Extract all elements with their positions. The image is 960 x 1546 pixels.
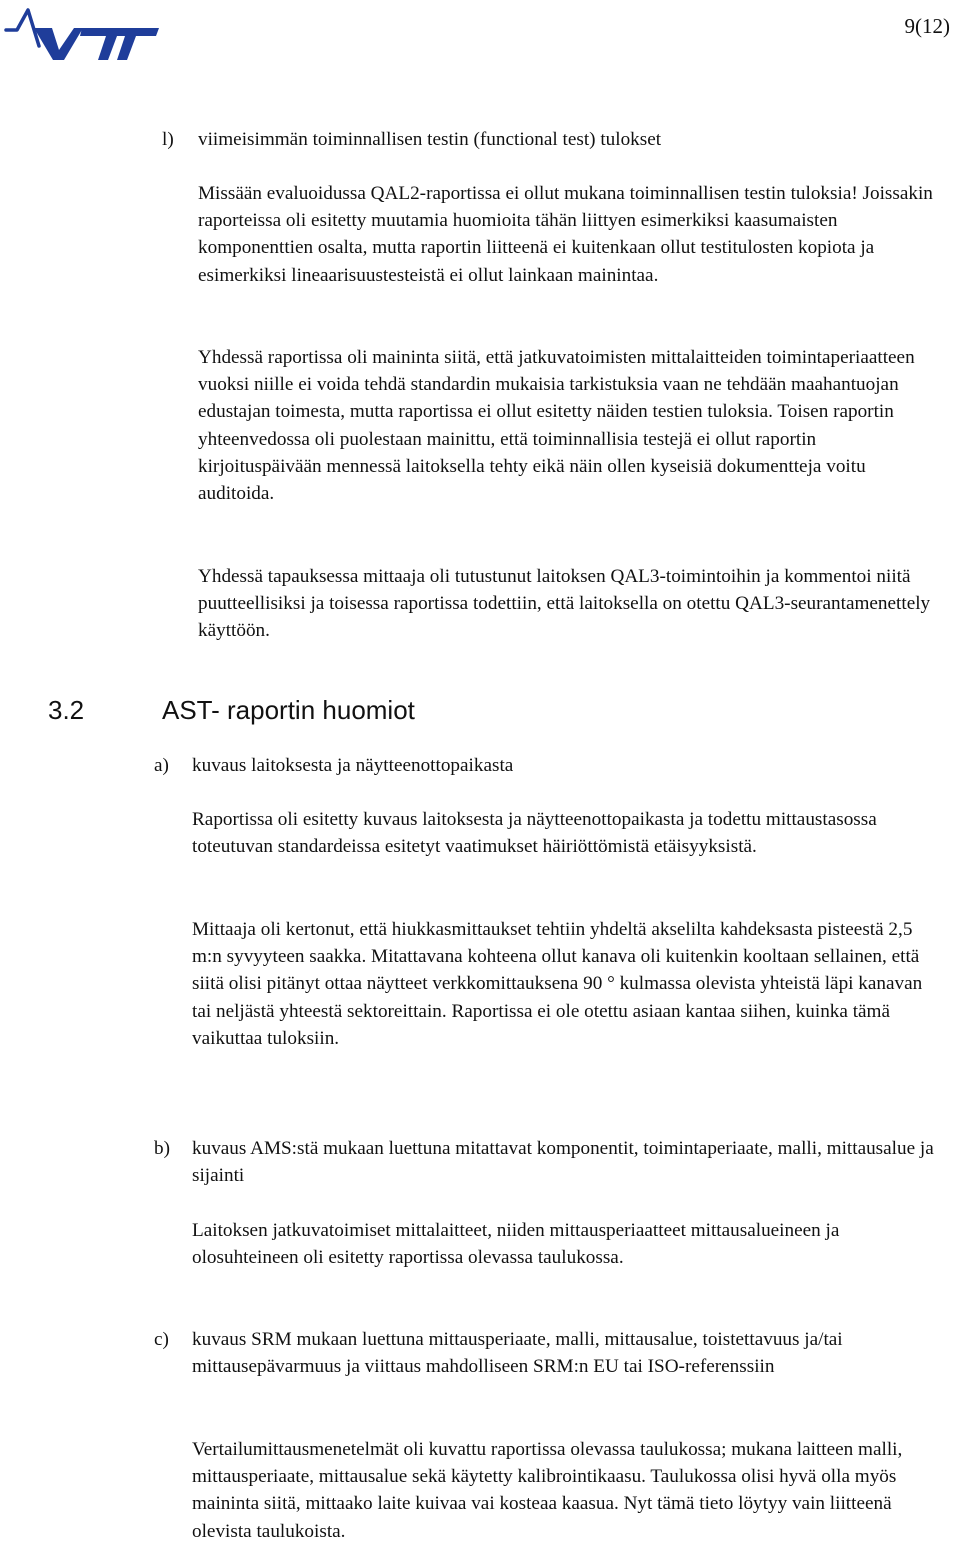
item-c-letter: c) [154, 1329, 169, 1350]
item-l-paragraph-2: Yhdessä raportissa oli maininta siitä, että jatkuvatoimisten mittalaitteiden toimintaperiaatteen vuoksi niille ei voida tehdä standardin mukaisia tarkistuksia vaan ne tehdään maahantuojan edustajan toimesta, mutta raportissa ei ollut esitetty näiden testien tuloksia. Toisen raportin yhteenvedossa oli puolestaan mainittu, että toiminnallisia testejä ei ollut raportin kirjoituspäivään mennessä laitoksella tehty eikä näin ollen kyseisiä dokumentteja voitu auditoida. [198, 347, 915, 505]
item-b-title: kuvaus AMS:stä mukaan luettuna mitattavat komponentit, toimintaperiaate, malli, mittausalue ja sijainti [192, 1138, 934, 1187]
item-b-letter: b) [154, 1138, 170, 1159]
section-number: 3.2 [48, 695, 85, 725]
item-l-paragraph-3: Yhdessä tapauksessa mittaaja oli tutustunut laitoksen QAL3-toimintoihin ja kommentoi niitä puutteellisiksi ja toisessa raportissa todettiin, että laitoksella on otettu QAL3-seurantamenettely käyttöön. [198, 566, 931, 642]
item-a-paragraph-1: Raportissa oli esitetty kuvaus laitoksesta ja näytteenottopaikasta ja todettu mittaustasossa toteutuvan standardeissa esitetyt vaatimukset häiriöttömistä etäisyyksistä. [192, 809, 877, 858]
item-a-letter: a) [154, 755, 169, 776]
section-heading [48, 692, 415, 728]
section-title: AST- raportin huomiot [162, 695, 415, 725]
item-l-title: viimeisimmän toiminnallisen testin (functional test) tulokset [198, 129, 662, 150]
item-c-paragraph-1: Vertailumittausmenetelmät oli kuvattu raportissa olevassa taulukossa; mukana laitteen malli, mittausperiaate, mittausalue sekä käytetty kalibrointikaasu. Taulukossa olisi hyvä olla myös maininta siitä, mittaako laite kuivaa vai kosteaa kaasua. Nyt tämä tieto löytyy vain liitteenä olevista taulukoista. [192, 1439, 903, 1542]
item-a-title: kuvaus laitoksesta ja näytteenottopaikasta [192, 755, 514, 776]
page-number: 9(12) [904, 14, 950, 38]
item-c-title: kuvaus SRM mukaan luettuna mittausperiaate, malli, mittausalue, toistettavuus ja/tai mittausepävarmuus ja viittaus mahdolliseen SRM:n EU tai ISO-referenssiin [192, 1329, 843, 1378]
vtt-logo [4, 6, 164, 66]
item-a-paragraph-2: Mittaaja oli kertonut, että hiukkasmittaukset tehtiin yhdeltä akselilta kahdeksasta pisteestä 2,5 m:n syvyyteen saakka. Mitattavana kohteena ollut kanava oli kuitenkin kooltaan sellainen, että siitä olisi pitänyt ottaa näytteet verkkomittauksena 90 ° kulmassa olevista yhteistä läpi kanavan tai neljästä yhteestä sektoreittain. Raportissa ei ole otettu asiaan kantaa siihen, kuinka tämä vaikuttaa tuloksiin. [192, 919, 923, 1049]
item-b-paragraph-1: Laitoksen jatkuvatoimiset mittalaitteet, niiden mittausperiaatteet mittausalueineen ja olosuhteineen oli esitetty raportissa olevassa taulukossa. [192, 1220, 840, 1269]
item-l-letter: l) [162, 129, 174, 150]
item-l-paragraph-1: Missään evaluoidussa QAL2-raportissa ei ollut mukana toiminnallisen testin tuloksia! Joissakin raporteissa oli esitetty muutamia huomioita tähän liittyen esimerkiksi kaasumaisten komponenttien osalta, mutta raportin liitteenä ei kuitenkaan ollut testitulosten kopiota ja esimerkiksi lineaarisuustesteistä ei ollut lainkaan mainintaa. [198, 183, 933, 286]
